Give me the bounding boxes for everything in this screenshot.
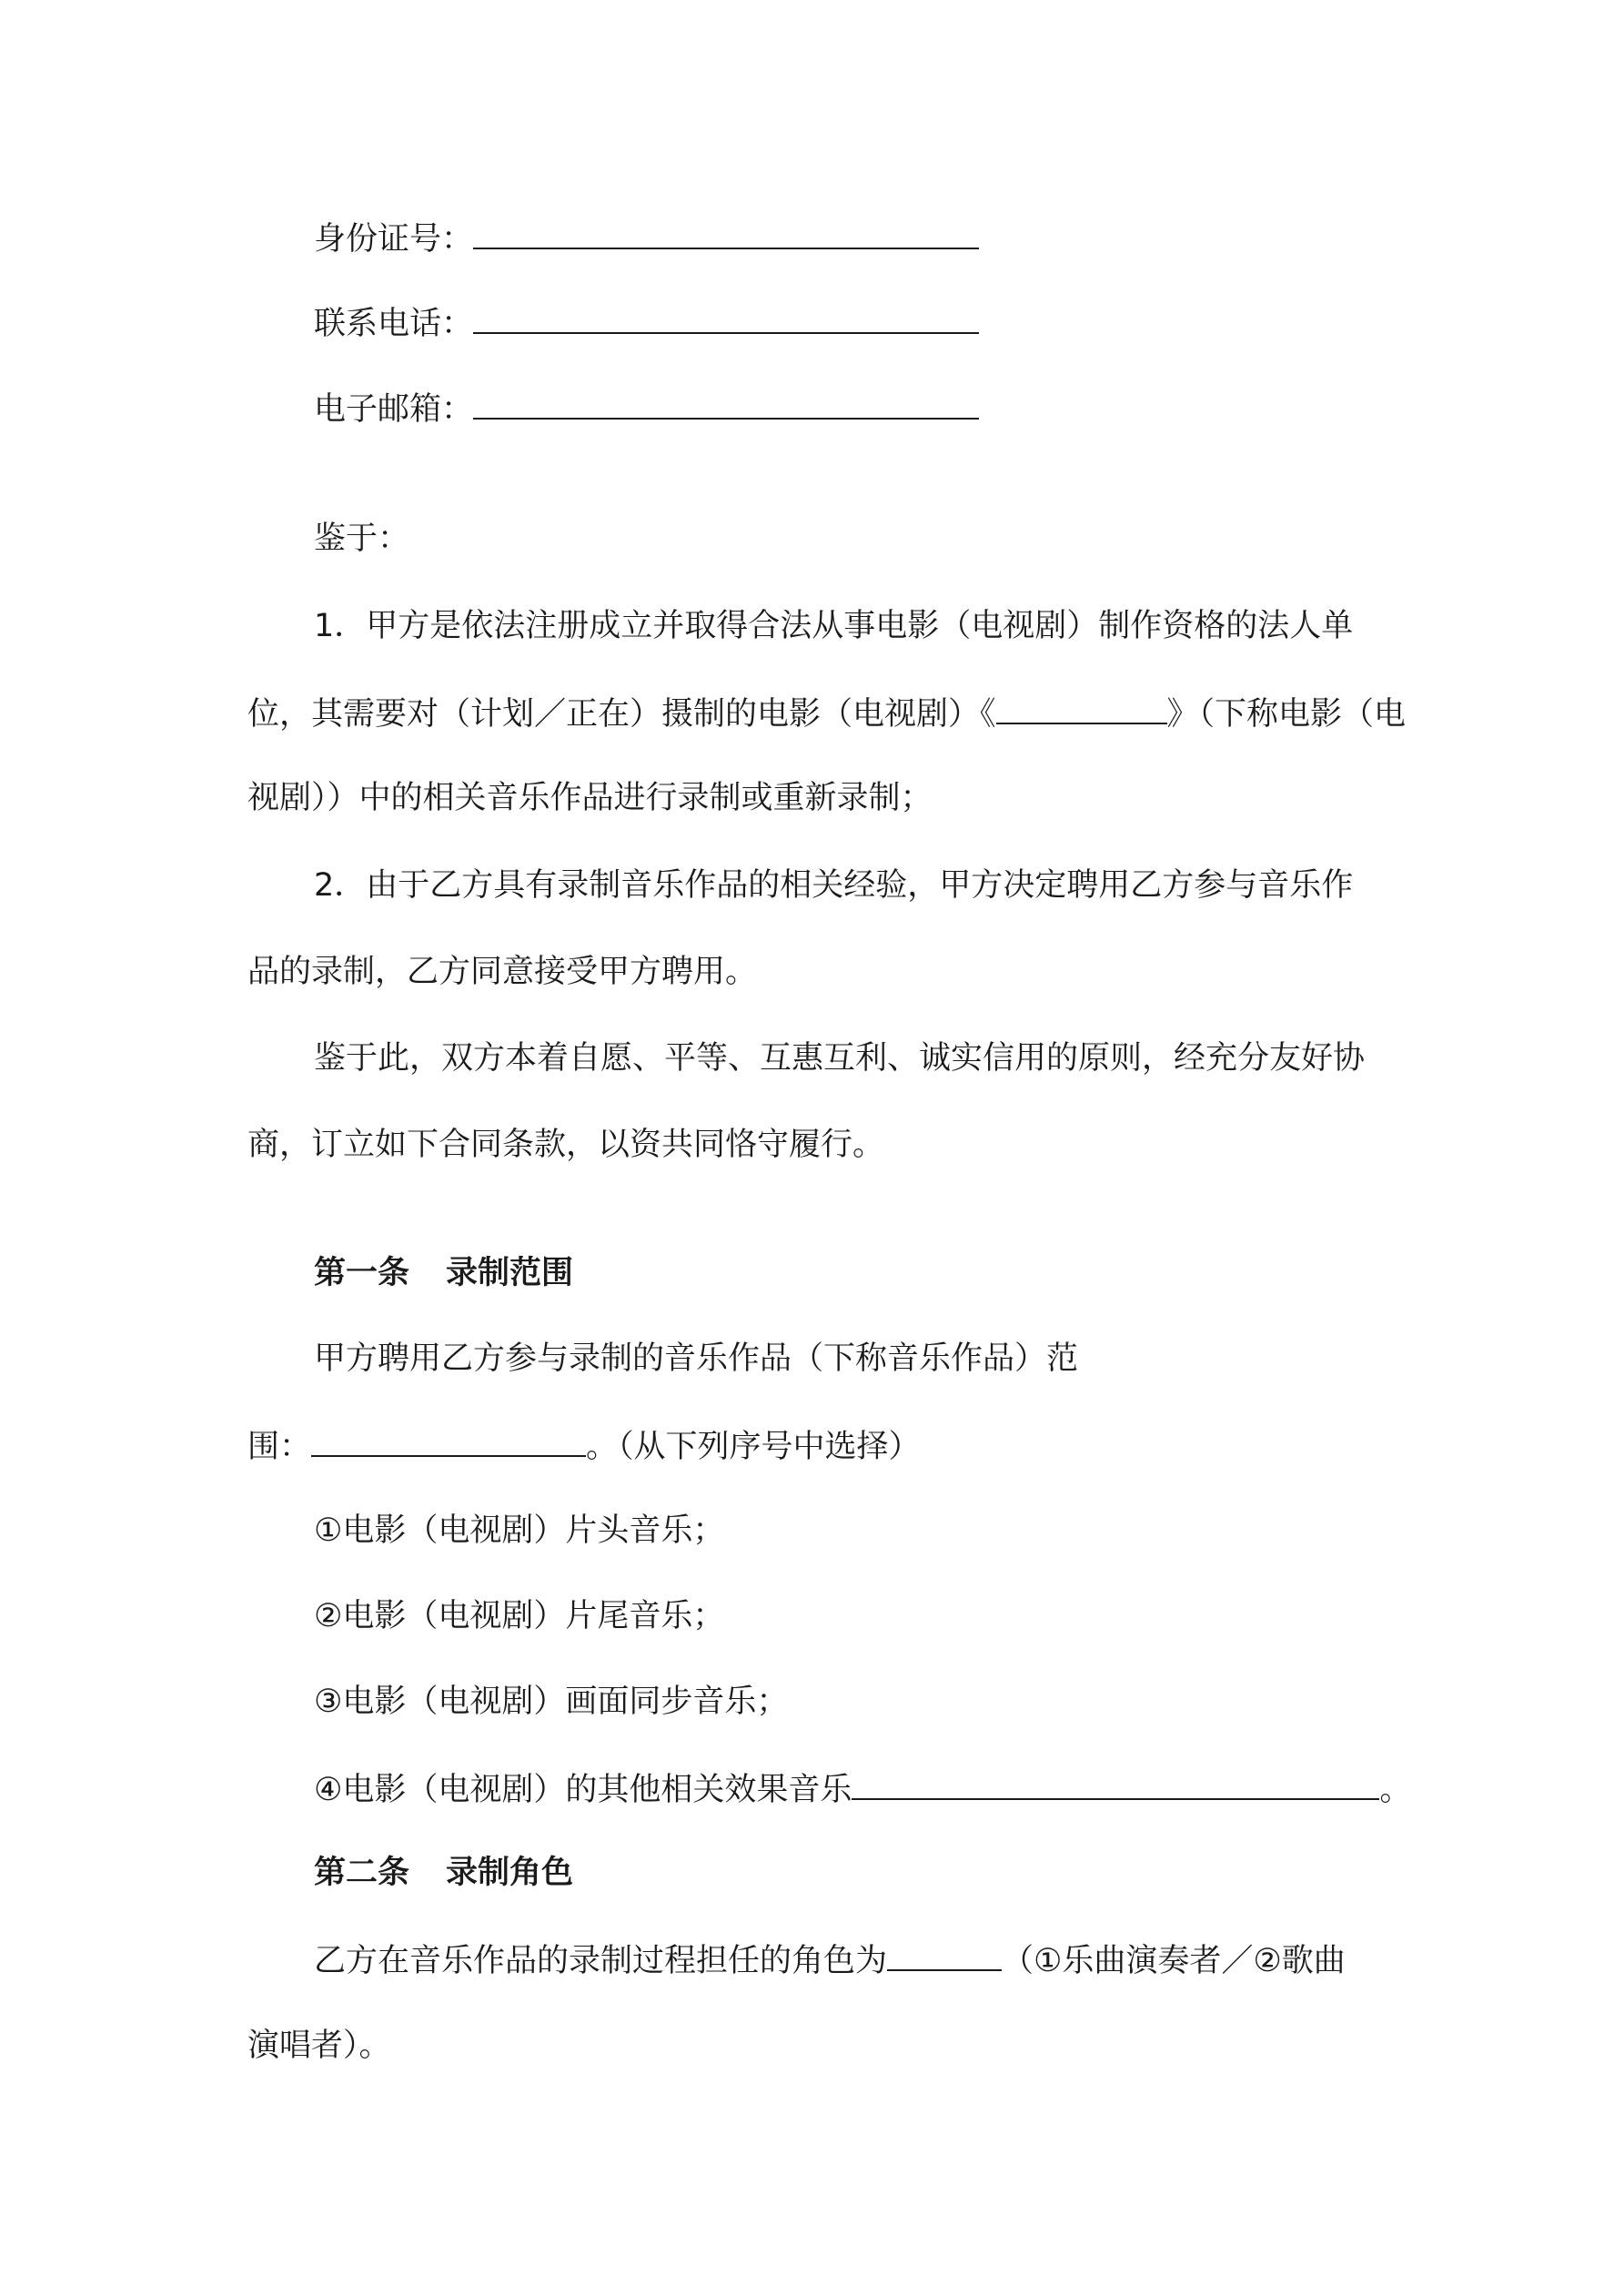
phone-label: 联系电话： <box>314 306 474 342</box>
film-title-blank[interactable] <box>996 690 1167 724</box>
article1-option-4: ④电影（电视剧）的其他相关效果音乐 。 <box>314 1765 1394 1813</box>
article1-option-1: ①电影（电视剧）片头音乐； <box>314 1512 725 1549</box>
role-blank[interactable] <box>887 1937 1002 1971</box>
email-field <box>314 385 1394 432</box>
article1-title: 录制范围 <box>446 1255 574 1291</box>
article1-number: 第一条 <box>314 1255 410 1291</box>
whereas-item1-line3: 视剧））中的相关音乐作品进行录制或重新录制； <box>247 780 933 816</box>
whereas-item2-line2: 品的录制，乙方同意接受甲方聘用。 <box>247 954 758 990</box>
article1-text-line2: 围： 。（从下列序号中选择） <box>247 1422 1394 1470</box>
phone-field <box>314 299 1394 347</box>
email-blank[interactable] <box>473 385 979 420</box>
article2-text-line1: 乙方在音乐作品的录制过程担任的角色为 （①乐曲演奏者／②歌曲 <box>314 1937 1394 1984</box>
whereas-heading: 鉴于： <box>314 521 410 557</box>
other-music-blank[interactable] <box>852 1765 1379 1800</box>
id-number-label: 身份证号： <box>314 221 474 258</box>
article2-title: 录制角色 <box>446 1855 574 1891</box>
whereas-item1-line2: 位，其需要对（计划／正在）摄制的电影（电视剧）《 》（下称电影（电 <box>247 690 1394 737</box>
whereas-item2-line1: 2．由于乙方具有录制音乐作品的相关经验，甲方决定聘用乙方参与音乐作 <box>314 867 1354 904</box>
scope-blank[interactable] <box>311 1422 586 1457</box>
article1-option-3: ③电影（电视剧）画面同步音乐； <box>314 1684 789 1720</box>
conclusion-line1: 鉴于此，双方本着自愿、平等、互惠互利、诚实信用的原则，经充分友好协 <box>314 1040 1366 1077</box>
article2-number: 第二条 <box>314 1855 410 1891</box>
article1-heading <box>314 1250 1394 1296</box>
article1-text-line1: 甲方聘用乙方参与录制的音乐作品（下称音乐作品）范 <box>314 1340 1079 1377</box>
id-number-blank[interactable] <box>473 215 979 249</box>
email-label: 电子邮箱： <box>314 391 474 428</box>
article2-text-line2: 演唱者）。 <box>247 2028 391 2064</box>
id-number-field <box>314 215 1394 262</box>
phone-blank[interactable] <box>473 299 979 334</box>
article2-heading <box>314 1850 1394 1896</box>
whereas-item1-line1: 1．甲方是依法注册成立并取得合法从事电影（电视剧）制作资格的法人单 <box>314 608 1354 644</box>
conclusion-line2: 商，订立如下合同条款，以资共同恪守履行。 <box>247 1127 885 1163</box>
article1-option-2: ②电影（电视剧）片尾音乐； <box>314 1598 725 1634</box>
